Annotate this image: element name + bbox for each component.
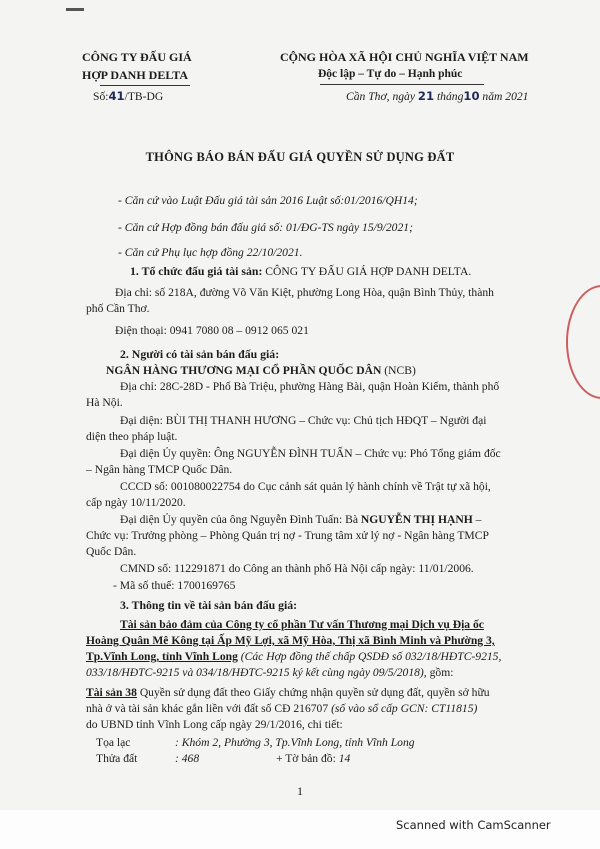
sub-authorized-name: NGUYỄN THỊ HẠNH [360,513,473,526]
section3-heading: 3. Thông tin về tài sản bán đấu giá: [120,598,298,612]
document-title: THÔNG BÁO BÁN ĐẤU GIÁ QUYỀN SỬ DỤNG ĐẤT [145,150,455,164]
asset-line2: nhà ở và tài sản khác gắn liền với đất số CĐ 216707 (số vào sổ cấp GCN: CT11815) [86,702,478,715]
cccd-line2: cấp ngày 10/11/2020. [86,496,186,509]
section2-heading: 2. Người có tài sản bán đấu giá: [120,347,280,361]
scan-mark [66,8,84,11]
handwritten-number: 41 [108,89,125,103]
red-seal-stamp [566,285,600,399]
motto-underline [320,84,484,85]
sub-authorized-line1: Đại diện Ủy quyền của ông Nguyễn Đình Tuấn: Bà NGUYỄN THỊ HẠNH – [120,513,482,526]
bank-address-line1: Địa chỉ: 28C-28D - Phố Bà Triệu, phường Hàng Bài, quận Hoàn Kiếm, thành phố [120,380,500,393]
bank-name-line: NGÂN HÀNG THƯƠNG MẠI CỔ PHẦN QUỐC DÂN (NCB) [106,364,416,377]
page-number: 1 [297,784,303,798]
company-name-line2: HỢP DANH DELTA [82,68,189,82]
parcel-label: Thửa đất [96,752,138,765]
asset-line3: do UBND tỉnh Vĩnh Long cấp ngày 29/1/2016, chi tiết: [86,718,343,731]
handwritten-day: 21 [417,89,435,103]
legal-basis-3: - Căn cứ Phụ lục hợp đồng 22/10/2021. [118,246,303,259]
collateral-line4: 033/18/HĐTC-9215 và 034/18/HĐTC-9215 ký kết cùng ngày 09/5/2018), gồm: [86,666,454,679]
location-value: : Khóm 2, Phường 3, Tp.Vĩnh Long, tỉnh Vĩnh Long [175,736,415,749]
handwritten-month: 10 [463,89,480,103]
national-motto: Độc lập – Tự do – Hạnh phúc [318,68,463,80]
location-label: Tọa lạc [96,736,131,749]
authorized-rep-line2: – Ngân hàng TMCP Quốc Dân. [86,463,233,476]
org-address-line1: Địa chỉ: số 218A, đường Võ Văn Kiệt, phường Long Hòa, quận Bình Thủy, thành [115,286,494,299]
section1-heading-line [130,263,471,280]
collateral-line3: Tp.Vĩnh Long, tỉnh Vĩnh Long (Các Hợp đồng thế chấp QSDĐ số 032/18/HĐTC-9215, [86,650,502,663]
legal-rep-line1: Đại diện: BÙI THỊ THANH HƯƠNG – Chức vụ: Chủ tịch HĐQT – Người đại [120,414,487,427]
cmnd-line: CMND số: 112291871 do Công an thành phố Hà Nội cấp ngày: 11/01/2006. [120,562,474,575]
collateral-line1: Tài sản bảo đảm của Công ty cổ phần Tư vấn Thương mại Dịch vụ Địa ốc [120,618,484,631]
legal-basis-2: - Căn cứ Hợp đồng bán đấu giá số: 01/ĐG-TS ngày 15/9/2021; [118,221,413,234]
auction-organization: CÔNG TY ĐẤU GIÁ HỢP DANH DELTA. [265,265,472,278]
sub-authorized-line2: Chức vụ: Trưởng phòng – Phòng Quản trị nợ - Trung tâm xử lý nợ - Ngân hàng TMCP [86,529,489,542]
org-address-line2: phố Cần Thơ. [86,302,150,315]
company-name-line1: CÔNG TY ĐẤU GIÁ [82,50,192,64]
asset-label: Tài sản 38 [86,686,137,699]
org-phone: Điện thoại: 0941 7080 08 – 0912 065 021 [115,324,309,337]
document-number: Số:41/TB-DG [93,89,164,103]
authorized-rep-line1: Đại diện Ủy quyền: Ông NGUYỄN ĐÌNH TUẤN – Chức vụ: Phó Tổng giám đốc [120,447,501,460]
issue-date: Cần Thơ, ngày 21 tháng10 năm 2021 [346,89,529,103]
parcel-value: : 468 [175,752,200,765]
collateral-line2: Hoàng Quân Mê Kông tại Ấp Mỹ Lợi, xã Mỹ Hòa, Thị xã Bình Minh và Phường 3, [86,634,495,647]
camscanner-watermark: Scanned with CamScanner [396,818,551,832]
bank-name: NGÂN HÀNG THƯƠNG MẠI CỔ PHẦN QUỐC DÂN [106,364,382,377]
cccd-line1: CCCD số: 001080022754 do Cục cảnh sát quản lý hành chính về Trật tự xã hội, [120,480,491,493]
legal-rep-line2: diện theo pháp luật. [86,430,178,443]
section1-heading: 1. Tổ chức đấu giá tài sản: [130,264,263,278]
company-underline [100,85,190,86]
bank-address-line2: Hà Nội. [86,396,123,409]
legal-basis-1: - Căn cứ vào Luật Đấu giá tài sản 2016 Luật số:01/2016/QH14; [118,194,418,207]
map-sheet: + Tờ bản đồ: 14 [276,752,351,765]
sub-authorized-line3: Quốc Dân. [86,545,137,558]
tax-code: - Mã số thuế: 1700169765 [113,579,236,592]
country-name: CỘNG HÒA XÃ HỘI CHỦ NGHĨA VIỆT NAM [280,50,529,64]
asset-line1: Tài sản 38 Quyền sử dụng đất theo Giấy chứng nhận quyền sử dụng đất, quyền sở hữu [86,686,490,699]
